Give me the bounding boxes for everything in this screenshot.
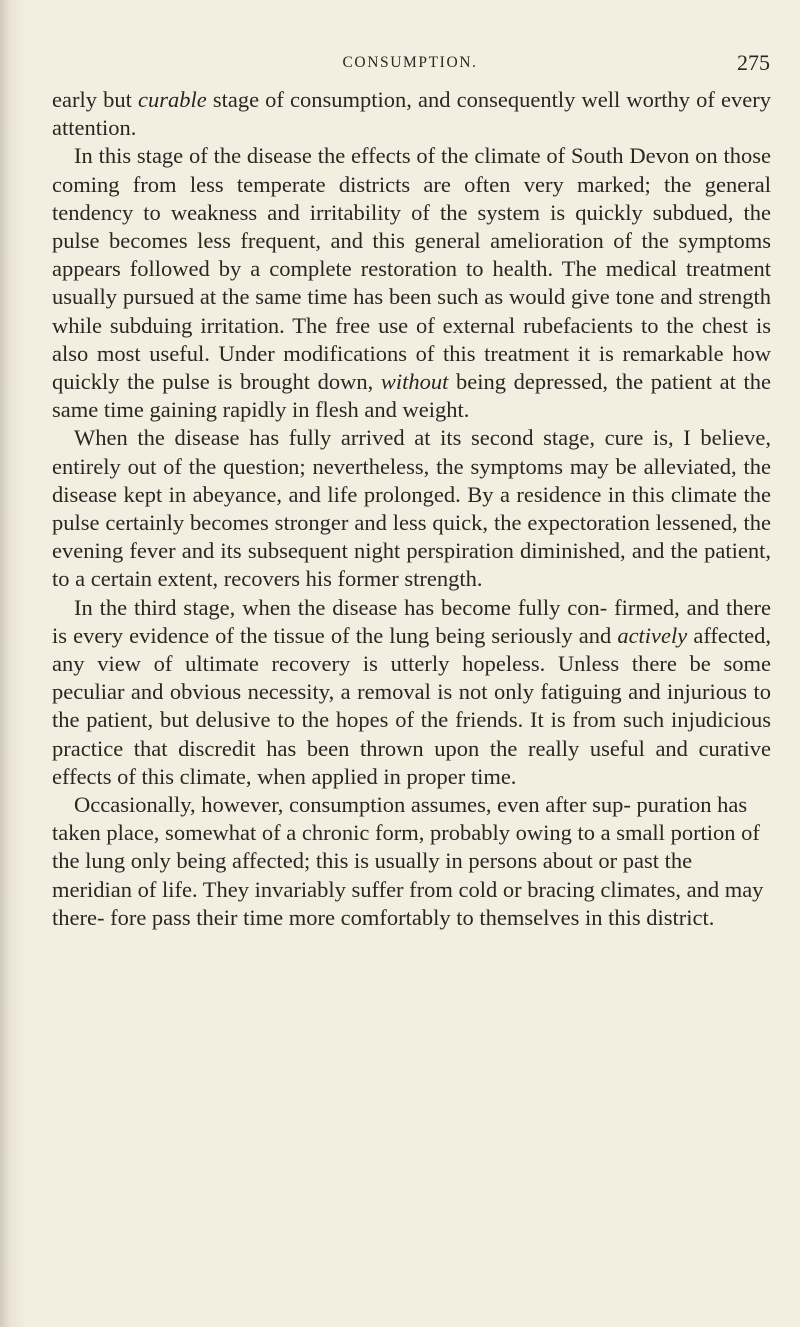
p4-text-c: affected, any view of ultimate recovery is utterly hopeless. Unless there be some peculiar and obvious necessity, a removal is not only fatiguing and injurious to the patient, but delusive to the hopes of the friends. It is from such injudicious practice that discredit has been thrown upon the really useful and curative effects of this climate, when applied in proper time. — [52, 622, 771, 789]
p2-emphasis: without — [380, 369, 449, 395]
p1-emphasis: curable — [137, 87, 207, 112]
p2-text-c: being depressed, the patient at the same time gaining rapidly in flesh and weight. — [52, 369, 771, 423]
p1-text-c: stage of consumption, and consequently well worthy of every attention. — [52, 87, 772, 141]
running-head: CONSUMPTION. — [342, 54, 478, 71]
page-header — [50, 50, 770, 80]
p4-emphasis: actively — [617, 622, 688, 648]
page-number: 275 — [737, 50, 770, 75]
paragraph-5: Occasionally, however, consumption assumes, even after sup- puration has taken place, somewhat of a chronic form, probably owing to a small portion of the lung only being affected; this is usually in persons about or past the meridian of life. They invariably suffer from cold or bracing climates, and may there- fore pass their time more comfortably to themselves in this district. — [52, 792, 764, 930]
body-text — [52, 86, 771, 932]
paragraph-3: When the disease has fully arrived at its second stage, cure is, I believe, entirely out of the question; nevertheless, the symptoms may be alleviated, the disease kept in abeyance, and life prolonged. By a residence in this climate the pulse certainly becomes stronger and less quick, the expectoration lessened, the evening fever and its subsequent night perspiration diminished, and the patient, to a certain extent, recovers his former strength. — [52, 425, 771, 592]
p2-text-a: In this stage of the disease the effects of the climate of South Devon on those coming from less temperate districts are often very marked; the general tendency to weakness and irritability of the system is quickly subdued, the pulse becomes less frequent, and this general amelioration of the symptoms appears followed by a complete restoration to health. The medical treatment usually pursued at the same time has been such as would give tone and strength while subduing irritation. The free use of external rubefacients to the chest is also most useful. Under modifications of this treatment it is remarkable how quickly the pulse is brought down, — [52, 143, 771, 395]
paragraph-1 — [52, 86, 771, 142]
p1-text-a: early but — [52, 87, 138, 112]
paragraph-2 — [52, 142, 771, 424]
paragraph-4 — [52, 594, 771, 791]
p4-text-a: In the third stage, when the disease has become fully con- firmed, and there is every evidence of the tissue of the lung being seriously and — [52, 594, 771, 648]
